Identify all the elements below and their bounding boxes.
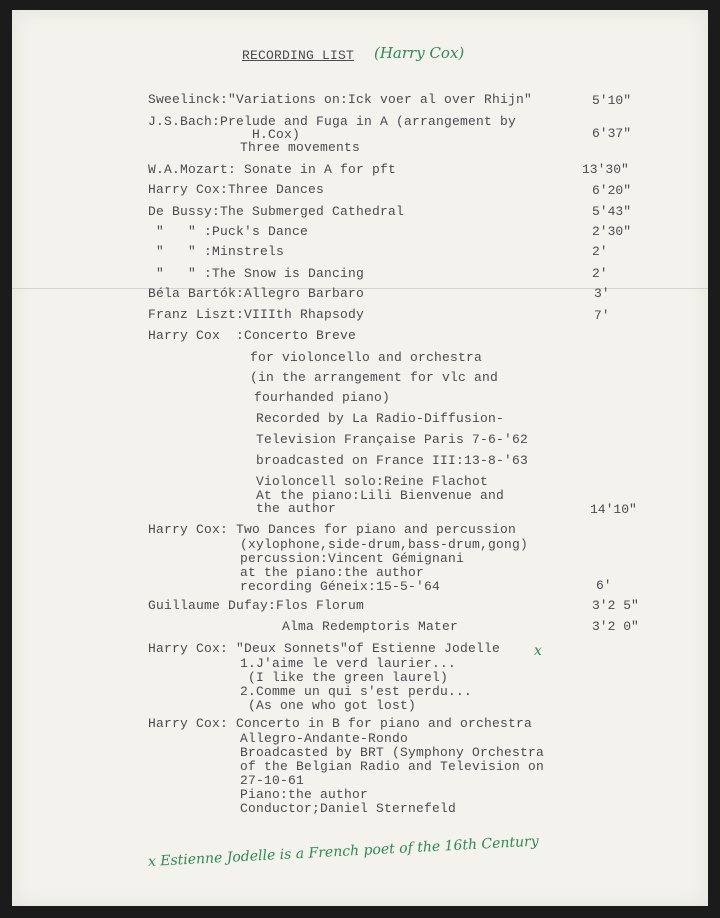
duration-value: 6'20": [592, 183, 632, 198]
duration-value: 5'10": [592, 93, 632, 108]
document-page: [12, 10, 708, 906]
typed-line: Franz Liszt:VIIIth Rhapsody: [148, 307, 365, 322]
typed-line: W.A.Mozart: Sonate in A for pft: [148, 162, 397, 177]
typed-line: of the Belgian Radio and Television on: [240, 759, 545, 774]
duration-value: 2': [592, 244, 608, 259]
typed-line: Violoncell solo:Reine Flachot: [256, 474, 489, 489]
typed-line: " " :The Snow is Dancing: [156, 266, 365, 281]
typed-line: J.S.Bach:Prelude and Fuga in A (arrangement by: [148, 114, 517, 129]
typed-line: (As one who got lost): [248, 698, 417, 713]
duration-value: 6'37": [592, 126, 632, 141]
typed-line: Guillaume Dufay:Flos Florum: [148, 598, 365, 613]
typed-line: Conductor;Daniel Sternefeld: [240, 801, 457, 816]
typed-line: Harry Cox:Three Dances: [148, 182, 325, 197]
typed-line: 2.Comme un qui s'est perdu...: [240, 684, 473, 699]
typed-line: Sweelinck:"Variations on:Ick voer al over Rhijn": [148, 92, 533, 107]
duration-value: 3'2 0": [592, 619, 639, 634]
typed-line: for violoncello and orchestra: [250, 350, 483, 365]
typed-line: (in the arrangement for vlc and: [250, 370, 499, 385]
typed-line: Alma Redemptoris Mater: [282, 619, 459, 634]
typed-line: Three movements: [240, 140, 361, 155]
typed-line: Harry Cox: Concerto in B for piano and orchestra: [148, 716, 533, 731]
duration-value: 3': [594, 286, 610, 301]
handwritten-cross-mark: x: [534, 643, 542, 659]
typed-line: " " :Minstrels: [156, 244, 285, 259]
duration-value: 13'30": [582, 162, 629, 177]
duration-value: 6': [596, 578, 612, 593]
typed-line: " " :Puck's Dance: [156, 224, 309, 239]
typed-line: Harry Cox: "Deux Sonnets"of Estienne Jodelle: [148, 641, 501, 656]
typed-line: percussion:Vincent Gémignani: [240, 551, 465, 566]
duration-value: 3'2 5": [592, 598, 639, 613]
typed-line: 1.J'aime le verd laurier...: [240, 656, 457, 671]
handwritten-title-note: (Harry Cox): [374, 44, 465, 62]
typed-line: Allegro-Andante-Rondo: [240, 731, 409, 746]
typed-line: broadcasted on France III:13-8-'63: [256, 453, 529, 468]
typed-line: 27-10-61: [240, 773, 305, 788]
typed-line: Harry Cox: Two Dances for piano and percussion: [148, 522, 517, 537]
document-title: RECORDING LIST: [242, 48, 355, 63]
typed-line: recording Géneix:15-5-'64: [240, 579, 441, 594]
typed-line: Broadcasted by BRT (Symphony Orchestra: [240, 745, 545, 760]
typed-line: (I like the green laurel): [248, 670, 449, 685]
typed-line: Television Française Paris 7-6-'62: [256, 432, 529, 447]
typed-line: Harry Cox :Concerto Breve: [148, 328, 357, 343]
handwritten-footnote: x Estienne Jodelle is a French poet of the 16th Century: [147, 833, 540, 870]
duration-value: 2'30": [592, 224, 632, 239]
typed-line: fourhanded piano): [254, 390, 391, 405]
typed-line: the author: [256, 501, 337, 516]
typed-line: Piano:the author: [240, 787, 369, 802]
typed-line: H.Cox): [252, 127, 301, 142]
typed-line: At the piano:Lili Bienvenue and: [256, 488, 505, 503]
typed-line: Recorded by La Radio-Diffusion-: [256, 411, 505, 426]
duration-value: 2': [592, 266, 608, 281]
duration-value: 5'43": [592, 204, 632, 219]
typed-line: De Bussy:The Submerged Cathedral: [148, 204, 405, 219]
typed-line: (xylophone,side-drum,bass-drum,gong): [240, 537, 529, 552]
duration-value: 7': [594, 308, 610, 323]
duration-value: 14'10": [590, 502, 637, 517]
typed-line: Béla Bartók:Allegro Barbaro: [148, 286, 365, 301]
typed-line: at the piano:the author: [240, 565, 425, 580]
